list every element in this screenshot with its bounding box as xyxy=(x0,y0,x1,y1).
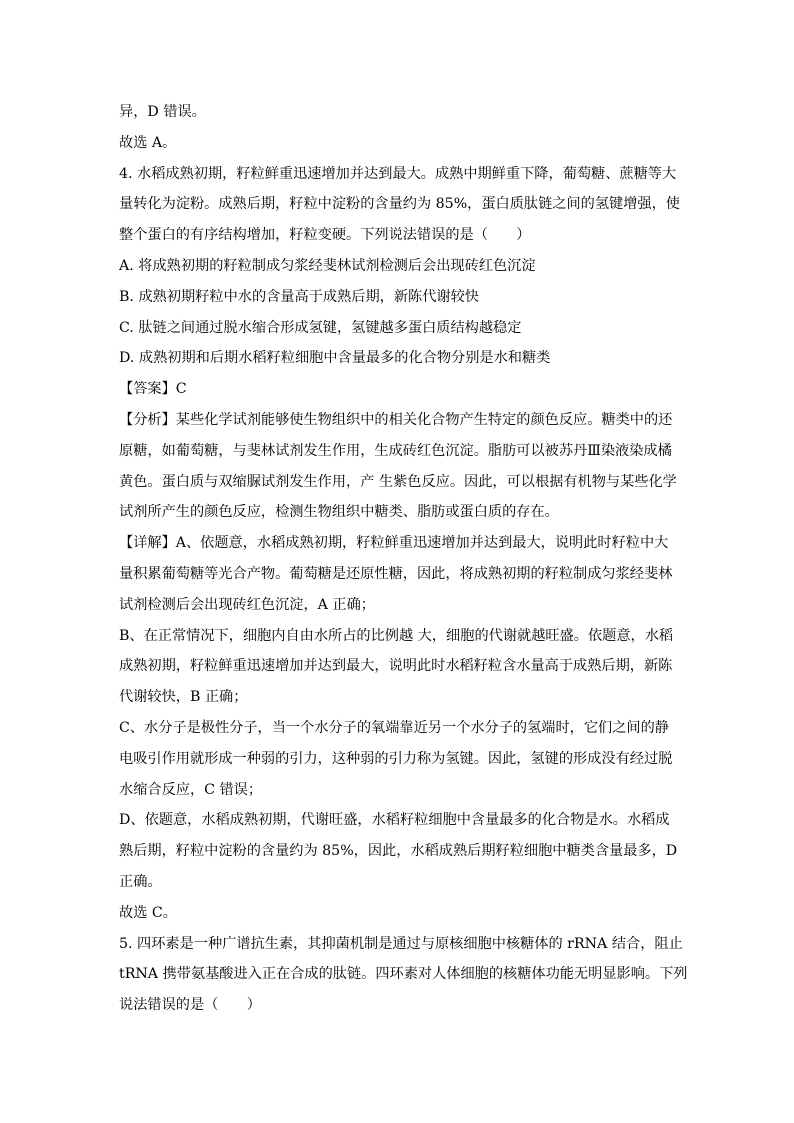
analysis-line-3: 黄色。蛋白质与双缩脲试剂发生作用，产 生紫色反应。因此，可以根据有机物与某些化学 xyxy=(119,473,677,490)
question-4-stem-line-3: 整个蛋白的有序结构增加，籽粒变硬。下列说法错误的是（ ） xyxy=(119,227,531,244)
line-gap xyxy=(119,399,681,410)
line-gap xyxy=(119,430,681,441)
question-5-stem-line-3: 说法错误的是（ ） xyxy=(119,997,261,1014)
line-gap xyxy=(119,522,681,533)
explanation-line-5: 成熟初期，籽粒鲜重迅速增加并达到最大，说明此时水稻籽粒含水量高于成熟后期，新陈 xyxy=(119,658,673,675)
analysis-line-1: 【分析】某些化学试剂能够使生物组织中的相关化合物产生特定的颜色反应。糖类中的还 xyxy=(119,411,673,428)
explanation-line-6: 代谢较快，B 正确； xyxy=(119,689,248,706)
question-4-option-d: D. 成熟初期和后期水稻籽粒细胞中含量最多的化合物分别是水和糖类 xyxy=(119,350,551,367)
question-4-option-c: C. 肽链之间通过脱水缩合形成氢键，氢键越多蛋白质结构越稳定 xyxy=(119,319,522,336)
question-5-stem-line-2: tRNA 携带氨基酸进入正在合成的肽链。四环素对人体细胞的核糖体功能无明显影响。下列 xyxy=(119,966,688,983)
line-gap xyxy=(119,307,681,318)
line-gap xyxy=(119,923,681,934)
document-body xyxy=(119,102,688,1015)
line-gap xyxy=(119,153,681,164)
line-gap xyxy=(119,984,681,995)
line-gap xyxy=(119,738,681,749)
text-line-1: 异，D 错误。 xyxy=(119,104,206,120)
line-gap xyxy=(119,214,681,225)
answer-line: 【答案】C xyxy=(119,381,187,398)
line-gap xyxy=(119,800,681,811)
line-gap xyxy=(119,830,681,841)
explanation-line-10: D、依题意，水稻成熟初期，代谢旺盛，水稻籽粒细胞中含量最多的化合物是水。水稻成 xyxy=(119,812,670,829)
line-gap xyxy=(119,492,681,503)
line-gap xyxy=(119,122,681,133)
explanation-line-3: 试剂检测后会出现砖红色沉淀，A 正确； xyxy=(119,596,375,613)
explanation-line-7: C、水分子是极性分子，当一个水分子的氧端靠近另一个水分子的氢端时，它们之间的静 xyxy=(119,719,669,736)
text-line-2: 故选 A。 xyxy=(119,134,177,151)
line-gap xyxy=(119,276,681,287)
question-4-option-a: A. 将成熟初期的籽粒制成匀浆经斐林试剂检测后会出现砖红色沉淀 xyxy=(119,257,536,274)
explanation-line-8: 电吸引作用就形成一种弱的引力，这种弱的引力称为氢键。因此，氢键的形成没有经过脱 xyxy=(119,750,673,767)
line-gap xyxy=(119,461,681,472)
line-gap xyxy=(119,676,681,687)
question-5-stem-line-1: 5. 四环素是一种广谱抗生素，其抑菌机制是通过与原核细胞中核糖体的 rRNA 结合，阻止 xyxy=(119,935,683,952)
line-gap xyxy=(119,584,681,595)
line-gap xyxy=(119,861,681,872)
line-gap xyxy=(119,338,681,349)
line-gap xyxy=(119,769,681,780)
line-gap xyxy=(119,892,681,903)
explanation-line-2: 量积累葡萄糖等光合产物。葡萄糖是还原性糖，因此，将成熟初期的籽粒制成匀浆经斐林 xyxy=(119,565,673,582)
explanation-line-1: 【详解】A、依题意，水稻成熟初期，籽粒鲜重迅速增加并达到最大，说明此时籽粒中大 xyxy=(119,535,669,552)
line-gap xyxy=(119,245,681,256)
line-gap xyxy=(119,553,681,564)
explanation-line-11: 熟后期，籽粒中淀粉的含量约为 85%，因此，水稻成熟后期籽粒细胞中糖类含量最多，D xyxy=(119,843,678,860)
line-gap xyxy=(119,368,681,379)
line-gap xyxy=(119,184,681,195)
line-gap xyxy=(119,615,681,626)
explanation-line-4: B、在正常情况下，细胞内自由水所占的比例越 大，细胞的代谢就越旺盛。依题意，水稻 xyxy=(119,627,674,644)
question-4-option-b: B. 成熟初期籽粒中水的含量高于成熟后期，新陈代谢较快 xyxy=(119,288,479,305)
analysis-line-4: 试剂所产生的颜色反应，检测生物组织中糖类、脂肪或蛋白质的存在。 xyxy=(119,504,559,521)
final-choice-line: 故选 C。 xyxy=(119,904,177,921)
question-4-stem-line-2: 量转化为淀粉。成熟后期，籽粒中淀粉的含量约为 85%，蛋白质肽链之间的氢键增强，使 xyxy=(119,196,680,213)
line-gap xyxy=(119,707,681,718)
analysis-line-2: 原糖，如葡萄糖，与斐林试剂发生作用，生成砖红色沉淀。脂肪可以被苏丹Ⅲ染液染成橘 xyxy=(119,442,672,459)
line-gap xyxy=(119,954,681,965)
question-4-stem-line-1: 4. 水稻成熟初期，籽粒鲜重迅速增加并达到最大。成熟中期鲜重下降，葡萄糖、蔗糖等大 xyxy=(119,165,677,182)
explanation-line-9: 水缩合反应，C 错误； xyxy=(119,781,263,798)
line-gap xyxy=(119,646,681,657)
explanation-line-12: 正确。 xyxy=(119,873,162,890)
